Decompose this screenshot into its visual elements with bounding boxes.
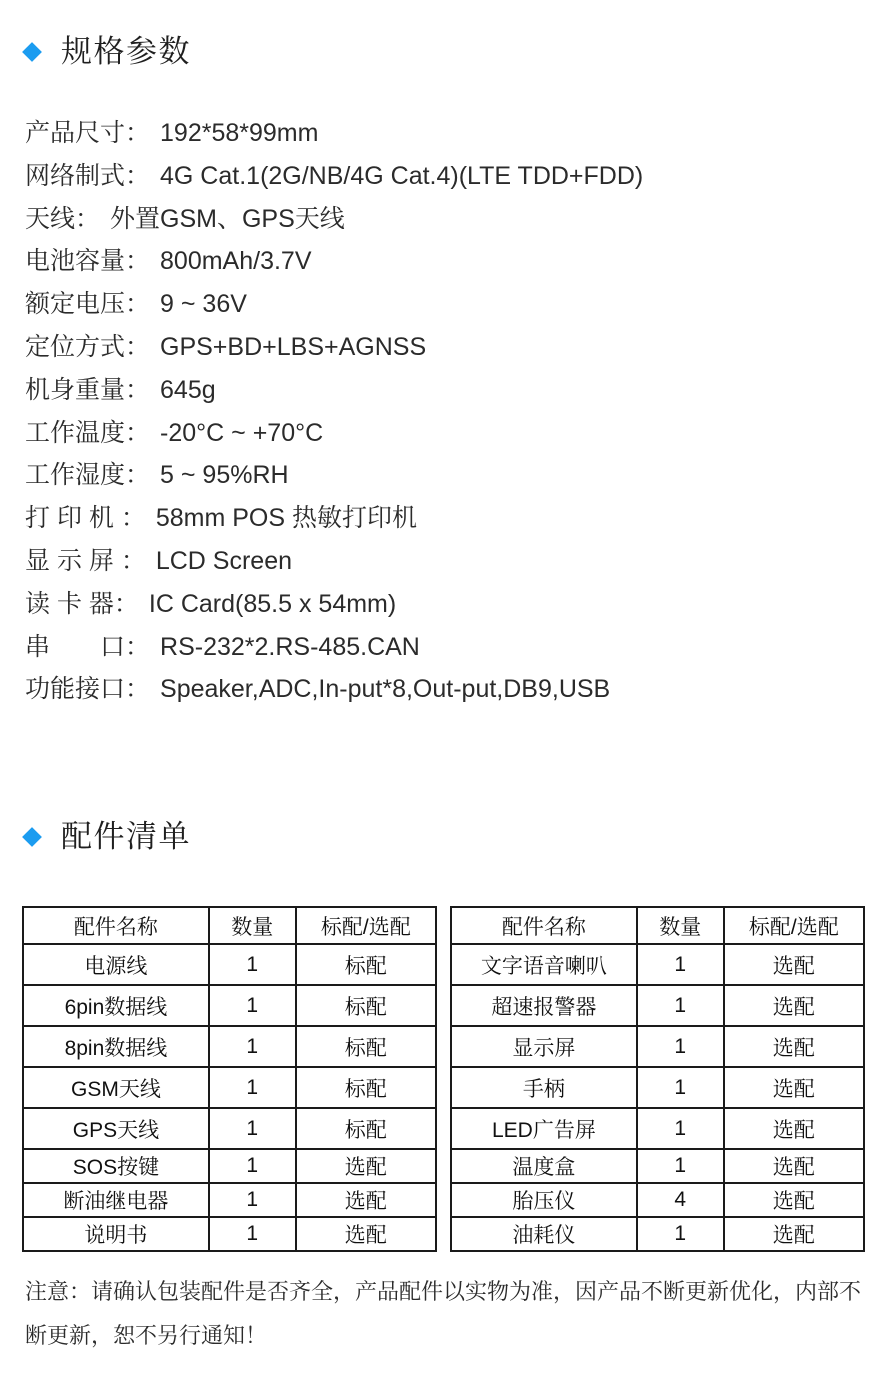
specs-section-title: 规格参数 (61, 34, 191, 69)
cell-std-opt: 标配 (296, 1067, 436, 1108)
spec-value: GPS+BD+LBS+AGNSS (160, 332, 427, 361)
spec-value: 800mAh/3.7V (160, 247, 312, 276)
table-row (23, 1108, 436, 1149)
spec-value: RS-232*2.RS-485.CAN (160, 632, 420, 661)
spec-value: 4G Cat.1(2G/NB/4G Cat.4)(LTE TDD+FDD) (160, 161, 644, 190)
cell-quantity: 1 (637, 985, 724, 1026)
table-row (23, 985, 436, 1026)
accessories-section-title: 配件清单 (61, 819, 191, 855)
table-row (451, 1183, 864, 1217)
spec-line (25, 283, 890, 326)
spec-value: 外置GSM、GPS天线 (110, 204, 345, 233)
cell-accessory-name: 油耗仪 (451, 1217, 637, 1251)
spec-value: 645g (160, 375, 216, 404)
spec-list (25, 112, 890, 711)
cell-std-opt: 标配 (296, 944, 436, 985)
spec-line (25, 668, 890, 711)
table-row (23, 1067, 436, 1108)
spec-label: 电池容量： (25, 247, 151, 276)
cell-std-opt: 标配 (296, 1026, 436, 1067)
spec-label: 网络制式： (25, 161, 151, 190)
spec-label: 工作温度： (25, 418, 151, 447)
spec-label: 打 印 机 ： (25, 504, 146, 533)
spec-line (25, 326, 890, 369)
spec-label: 显 示 屏 ： (25, 546, 146, 575)
cell-accessory-name: 超速报警器 (451, 985, 637, 1026)
cell-quantity: 1 (209, 944, 296, 985)
spec-value: Speaker,ADC,In-put*8,Out-put,DB9,USB (160, 675, 611, 704)
table-header-row (451, 907, 864, 944)
table-row (23, 1026, 436, 1067)
cell-std-opt: 选配 (724, 1067, 864, 1108)
spec-value: IC Card(85.5 x 54mm) (148, 589, 397, 618)
cell-std-opt: 选配 (724, 1108, 864, 1149)
cell-std-opt: 选配 (296, 1217, 436, 1251)
spec-line (25, 240, 890, 283)
table-row (23, 1149, 436, 1183)
spec-value: -20°C ~ +70°C (160, 418, 324, 447)
table-row (451, 1067, 864, 1108)
table-row (23, 944, 436, 985)
table-row (451, 1217, 864, 1251)
cell-quantity: 1 (209, 1108, 296, 1149)
spec-line (25, 497, 890, 540)
diamond-bullet-icon (22, 827, 42, 847)
table-row (451, 1108, 864, 1149)
spec-label: 天线： (25, 204, 101, 233)
cell-quantity: 1 (209, 1149, 296, 1183)
spec-label: 产品尺寸： (25, 119, 151, 147)
diamond-bullet-icon (22, 42, 42, 62)
cell-std-opt: 选配 (724, 985, 864, 1026)
cell-quantity: 1 (209, 1217, 296, 1251)
cell-accessory-name: GPS天线 (23, 1108, 209, 1149)
column-header-std-opt: 标配/选配 (296, 907, 436, 944)
cell-quantity: 1 (637, 944, 724, 985)
cell-quantity: 1 (637, 1108, 724, 1149)
spec-line (25, 540, 890, 583)
spec-label: 机身重量： (25, 375, 151, 404)
table-row (451, 985, 864, 1026)
cell-std-opt: 选配 (724, 1026, 864, 1067)
table-row (23, 1217, 436, 1251)
spec-value: 192*58*99mm (160, 119, 319, 147)
spec-label: 工作湿度： (25, 461, 151, 490)
spec-value: LCD Screen (155, 546, 293, 575)
cell-accessory-name: SOS按键 (23, 1149, 209, 1183)
table-row (451, 944, 864, 985)
cell-accessory-name: 文字语音喇叭 (451, 944, 637, 985)
cell-accessory-name: 手柄 (451, 1067, 637, 1108)
cell-accessory-name: 显示屏 (451, 1026, 637, 1067)
column-header-std-opt: 标配/选配 (724, 907, 864, 944)
table-row (23, 1183, 436, 1217)
accessories-table-left (22, 906, 437, 1252)
section-header-specs (0, 0, 890, 71)
cell-quantity: 1 (209, 1183, 296, 1217)
cell-accessory-name: 温度盒 (451, 1149, 637, 1183)
column-header-qty: 数量 (637, 907, 724, 944)
spec-label: 串 口： (25, 632, 151, 661)
accessories-tables (22, 906, 890, 1252)
cell-quantity: 1 (637, 1217, 724, 1251)
spec-line (25, 454, 890, 497)
cell-quantity: 1 (209, 1026, 296, 1067)
table-row (451, 1149, 864, 1183)
spec-line (25, 155, 890, 198)
cell-accessory-name: 断油继电器 (23, 1183, 209, 1217)
column-header-qty: 数量 (209, 907, 296, 944)
spec-label: 功能接口： (25, 675, 151, 704)
cell-quantity: 4 (637, 1183, 724, 1217)
cell-std-opt: 标配 (296, 985, 436, 1026)
cell-accessory-name: 8pin数据线 (23, 1026, 209, 1067)
spec-line (25, 112, 890, 155)
cell-accessory-name: 电源线 (23, 944, 209, 985)
section-header-accessories (0, 818, 890, 856)
cell-accessory-name: 6pin数据线 (23, 985, 209, 1026)
cell-std-opt: 选配 (724, 1217, 864, 1251)
spec-label: 额定电压： (25, 290, 151, 319)
spec-label: 读 卡 器： (25, 589, 139, 618)
cell-accessory-name: GSM天线 (23, 1067, 209, 1108)
column-header-name: 配件名称 (23, 907, 209, 944)
cell-accessory-name: LED广告屏 (451, 1108, 637, 1149)
cell-std-opt: 选配 (724, 1183, 864, 1217)
spec-value: 58mm POS 热敏打印机 (155, 504, 417, 533)
cell-accessory-name: 说明书 (23, 1217, 209, 1251)
cell-std-opt: 选配 (724, 944, 864, 985)
cell-quantity: 1 (209, 985, 296, 1026)
accessories-table-right (450, 906, 865, 1252)
spec-line (25, 626, 890, 669)
spec-line (25, 198, 890, 241)
column-header-name: 配件名称 (451, 907, 637, 944)
cell-quantity: 1 (637, 1067, 724, 1108)
cell-quantity: 1 (209, 1067, 296, 1108)
table-row (451, 1026, 864, 1067)
packing-note: 注意：请确认包装配件是否齐全，产品配件以实物为准，因产品不断更新优化，内部不断更新，恕不另行通知！ (25, 1279, 862, 1349)
spec-label: 定位方式： (25, 332, 151, 361)
cell-quantity: 1 (637, 1026, 724, 1067)
spec-value: 9 ~ 36V (160, 290, 247, 319)
cell-std-opt: 选配 (296, 1183, 436, 1217)
cell-std-opt: 标配 (296, 1108, 436, 1149)
table-header-row (23, 907, 436, 944)
cell-quantity: 1 (637, 1149, 724, 1183)
cell-accessory-name: 胎压仪 (451, 1183, 637, 1217)
cell-std-opt: 选配 (296, 1149, 436, 1183)
spec-value: 5 ~ 95%RH (160, 461, 289, 490)
spec-line (25, 583, 890, 626)
cell-std-opt: 选配 (724, 1149, 864, 1183)
spec-line (25, 369, 890, 412)
spec-line (25, 412, 890, 455)
